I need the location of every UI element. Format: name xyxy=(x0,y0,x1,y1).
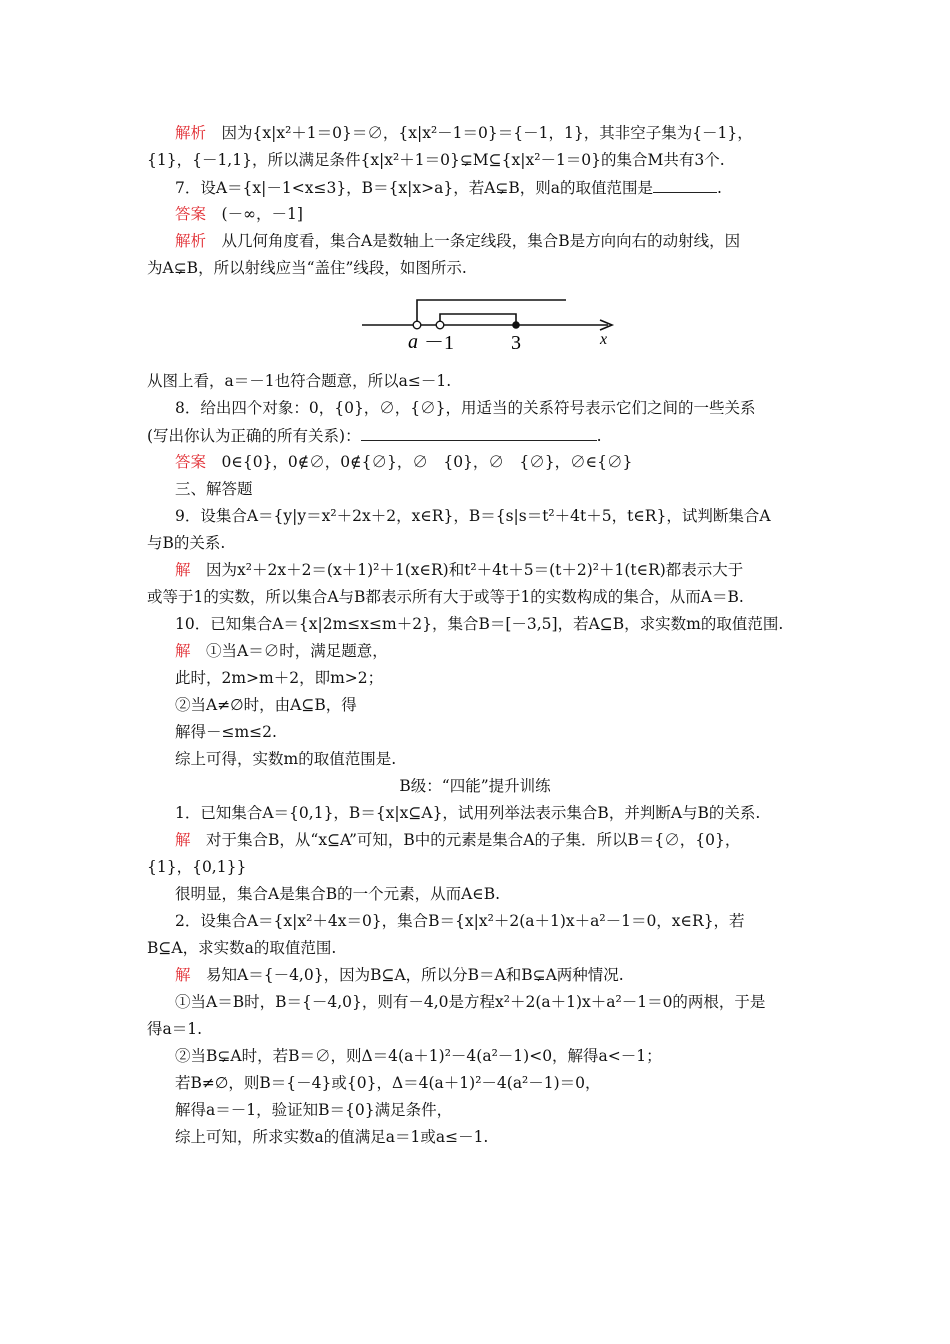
text: 因为x²＋2x＋2＝(x＋1)²＋1(x∈R)和t²＋4t＋5＝(t＋2)²＋1(t∈R)都表示大于 xyxy=(190,561,744,579)
line: 综上可知，所求实数a的值满足a＝1或a≤－1. xyxy=(175,1128,489,1146)
question-8: 8．给出四个对象：0，{0}，∅，{∅}，用适当的关系符号表示它们之间的一些关系 xyxy=(175,399,756,417)
number-line-figure xyxy=(360,292,620,354)
line: 若B≠∅，则B＝{－4}或{0}，Δ＝4(a＋1)²－4(a²－1)＝0， xyxy=(175,1074,601,1092)
label-analysis: 解析 xyxy=(175,232,207,250)
text: 因为{x|x²＋1＝0}＝∅，{x|x²－1＝0}＝{－1，1}，其非空子集为{－1}， xyxy=(206,124,753,142)
solution-9 xyxy=(175,559,743,581)
line: 综上可得，实数m的取值范围是. xyxy=(175,750,397,768)
label-solution: 解 xyxy=(175,642,191,660)
analysis-7 xyxy=(175,230,740,252)
question-8-cont xyxy=(147,424,602,447)
answer-7 xyxy=(175,203,303,225)
solution-10 xyxy=(175,640,388,662)
label-solution: 解 xyxy=(175,831,191,849)
open-point-a xyxy=(413,321,421,329)
question-7 xyxy=(175,176,722,199)
label-solution: 解 xyxy=(175,561,191,579)
line: ①当A＝B时，B＝{－4,0}，则有－4,0是方程x²＋2(a＋1)x＋a²－1＝0的两根，于是 xyxy=(175,993,766,1011)
line: ②当B⊊A时，若B＝∅，则Δ＝4(a＋1)²－4(a²－1)<0，解得a<－1； xyxy=(175,1047,662,1065)
line: 此时，2m>m＋2，即m>2； xyxy=(175,669,384,687)
text: (－∞，－1] xyxy=(206,205,303,223)
line: 与B的关系. xyxy=(147,534,226,552)
question-b2: 2．设集合A＝{x|x²＋4x＝0}，集合B＝{x|x²＋2(a＋1)x＋a²－1＝0，x∈R}，若 xyxy=(175,912,745,930)
open-point-minus-one xyxy=(436,321,444,329)
question-text: 7．设A＝{x|－1<x≤3}，B＝{x|x>a}，若A⊊B，则a的取值范围是 xyxy=(175,179,654,197)
label-three: 3 xyxy=(511,332,521,354)
line: 得a＝1. xyxy=(147,1020,203,1038)
text: 0∈{0}，0∉∅，0∉{∅}，∅ {0}，∅ {∅}，∅∈{∅} xyxy=(206,453,633,471)
line: ②当A≠∅时，由A⊆B，得 xyxy=(175,696,357,714)
label-analysis: 解析 xyxy=(175,124,207,142)
answer-blank xyxy=(361,424,597,441)
line: 解得－≤m≤2. xyxy=(175,723,277,741)
text: ①当A＝∅时，满足题意， xyxy=(190,642,388,660)
solution-b1 xyxy=(175,829,740,851)
answer-blank xyxy=(653,176,717,193)
punct: . xyxy=(717,179,722,197)
label-minus-one: －1 xyxy=(424,332,454,354)
label-a: a xyxy=(408,331,418,353)
line: 为A⊊B，所以射线应当“盖住”线段，如图所示. xyxy=(147,259,467,277)
line: 或等于1的实数，所以集合A与B都表示所有大于或等于1的实数构成的集合，从而A＝B. xyxy=(147,588,744,606)
line: 解得a＝－1，验证知B＝{0}满足条件， xyxy=(175,1101,453,1119)
section-b-heading: B级：“四能”提升训练 xyxy=(399,777,551,795)
question-text: (写出你认为正确的所有关系)： xyxy=(147,427,361,445)
segment-a xyxy=(440,314,516,325)
line: {1}，{－1,1}，所以满足条件{x|x²＋1＝0}⊊M⊆{x|x²－1＝0}的集合M共有3个. xyxy=(147,151,725,169)
text: 从几何角度看，集合A是数轴上一条定线段，集合B是方向向右的动射线，因 xyxy=(206,232,741,250)
line: B⊆A，求实数a的取值范围. xyxy=(147,939,337,957)
label-answer: 答案 xyxy=(175,453,207,471)
question-b1: 1．已知集合A＝{0,1}，B＝{x|x⊆A}，试用列举法表示集合B，并判断A与B的关系. xyxy=(175,804,761,822)
line: {1}，{0,1}} xyxy=(147,858,247,876)
answer-8 xyxy=(175,451,632,473)
closed-point-three xyxy=(512,321,520,329)
punct: . xyxy=(596,427,602,445)
label-answer: 答案 xyxy=(175,205,207,223)
line-analysis-6 xyxy=(175,122,753,144)
question-10: 10．已知集合A＝{x|2m≤x≤m＋2}，集合B＝[－3,5]，若A⊆B，求实数m的取值范围. xyxy=(175,615,784,633)
line: 很明显，集合A是集合B的一个元素，从而A∈B. xyxy=(175,885,501,903)
line: 从图上看，a＝－1也符合题意，所以a≤－1. xyxy=(147,372,452,390)
text: 易知A＝{－4,0}，因为B⊆A，所以分B＝A和B⊊A两种情况. xyxy=(190,966,624,984)
question-9: 9．设集合A＝{y|y＝x²＋2x＋2，x∈R}，B＝{s|s＝t²＋4t＋5，t∈R}，试判断集合A xyxy=(175,507,771,525)
label-solution: 解 xyxy=(175,966,191,984)
text: 对于集合B，从“x⊆A”可知，B中的元素是集合A的子集．所以B＝{∅，{0}， xyxy=(190,831,741,849)
label-x: x xyxy=(600,331,608,348)
section-heading: 三、解答题 xyxy=(175,480,253,498)
solution-b2 xyxy=(175,964,624,986)
